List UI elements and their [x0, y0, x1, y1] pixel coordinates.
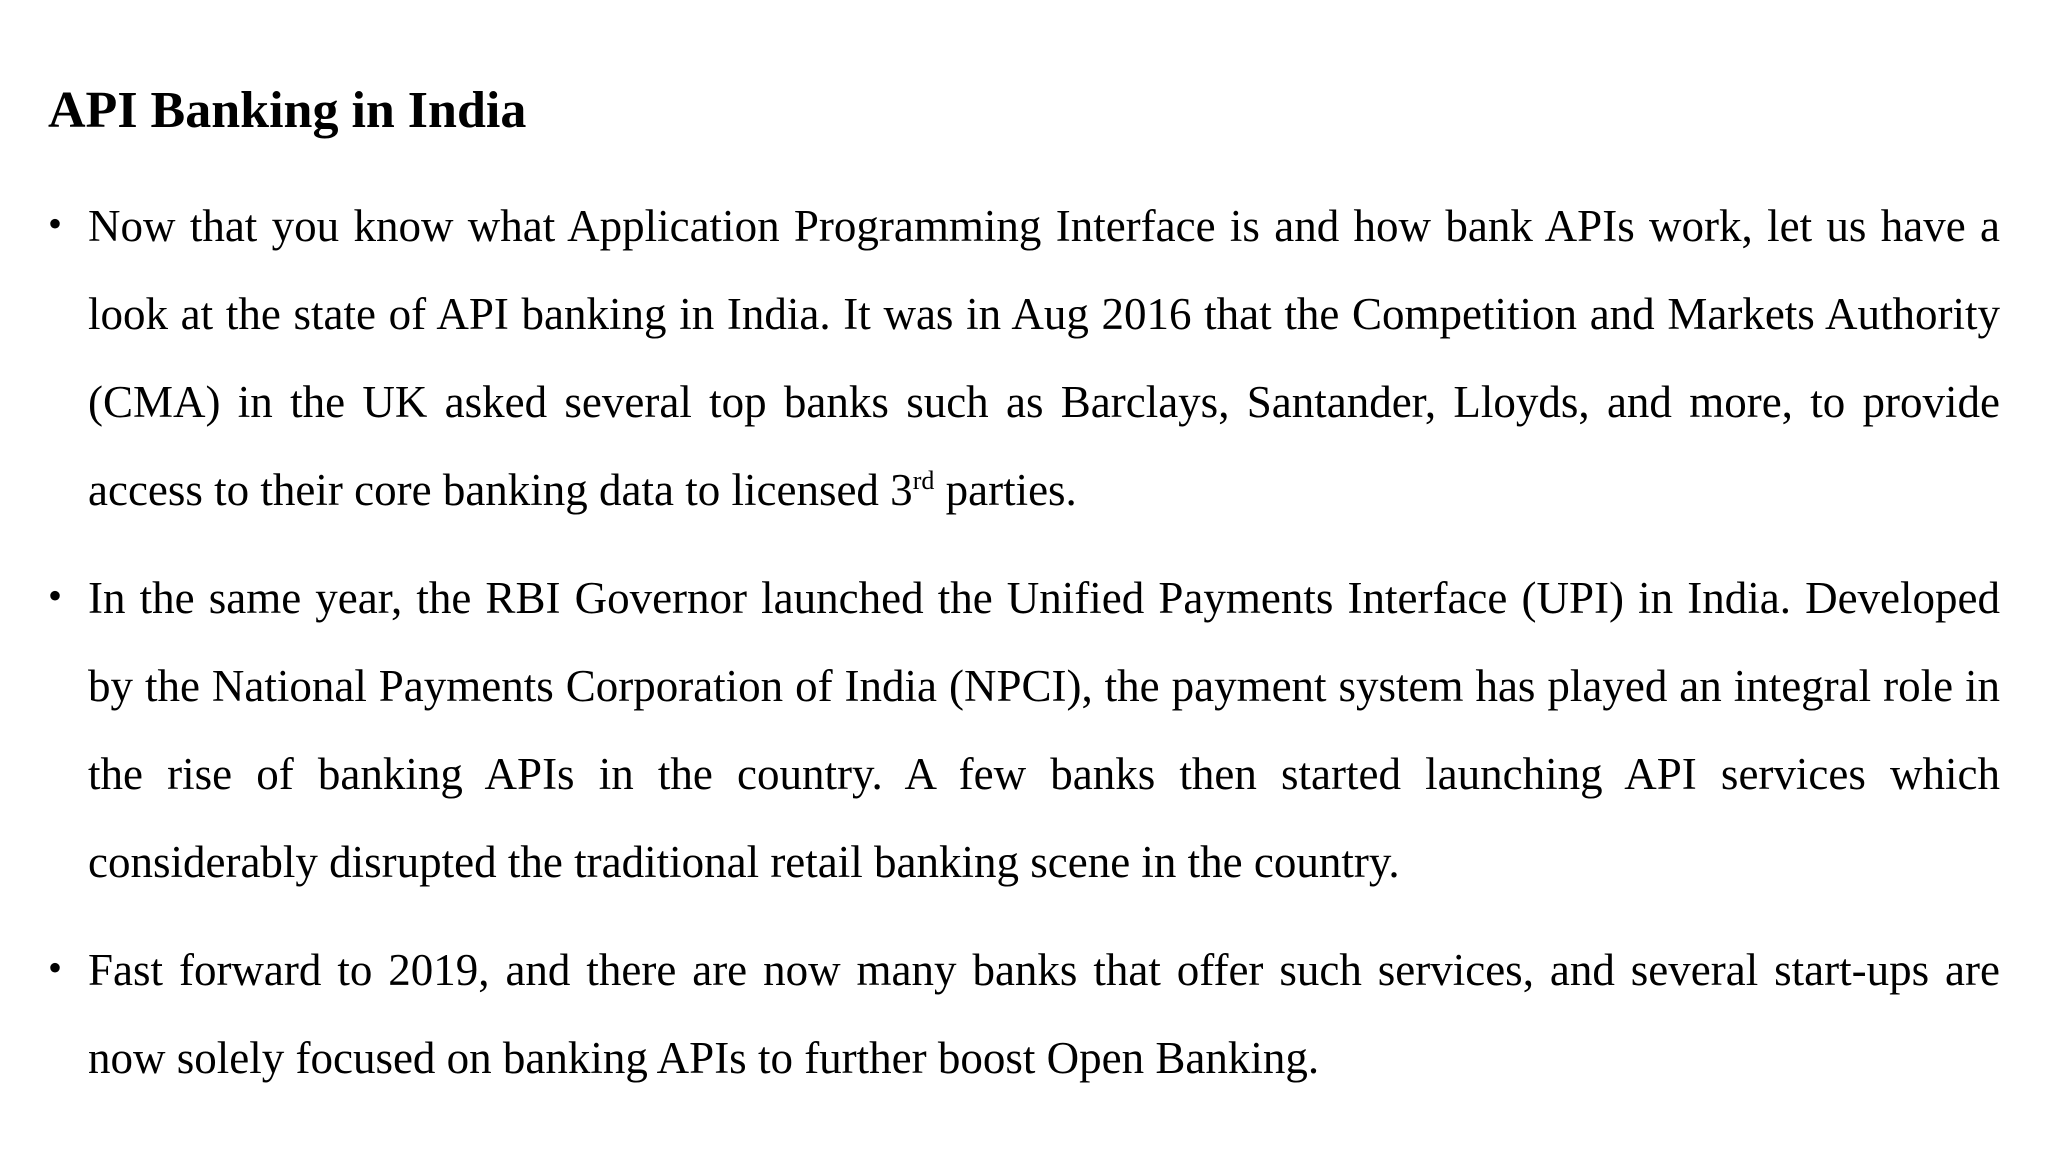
bullet-text-3: Fast forward to 2019, and there are now many banks that offer such services, and several start-ups are now solely focused on banking APIs to further boost Open Banking.	[88, 945, 2000, 1083]
bullet-icon: •	[48, 201, 63, 246]
bullet-icon: •	[48, 945, 63, 990]
ordinal-superscript: rd	[912, 466, 935, 495]
bullet-list	[48, 182, 2000, 1102]
bullet-item-2	[48, 554, 2000, 906]
bullet-text-1	[88, 201, 2000, 515]
bullet-text-2: In the same year, the RBI Governor launched the Unified Payments Interface (UPI) in India. Developed by the National Payments Corporation of India (NPCI), the payment system has played an integral role in the rise of banking APIs in the country. A few banks then started launching API services which considerably disrupted the traditional retail banking scene in the country.	[88, 573, 2000, 887]
bullet-text-1-main: Now that you know what Application Programming Interface is and how bank APIs work, let us have a look at the state of API banking in India. It was in Aug 2016 that the Competition and Markets Authority (CMA) in the UK asked several top banks such as Barclays, Santander, Lloyds, and more, to provide access to their core banking data to licensed 3	[88, 201, 2000, 515]
page-title: API Banking in India	[48, 82, 527, 139]
bullet-icon: •	[48, 573, 63, 618]
bullet-item-3	[48, 926, 2000, 1102]
bullet-text-1-end: parties.	[934, 465, 1077, 515]
bullet-item-1	[48, 182, 2000, 534]
